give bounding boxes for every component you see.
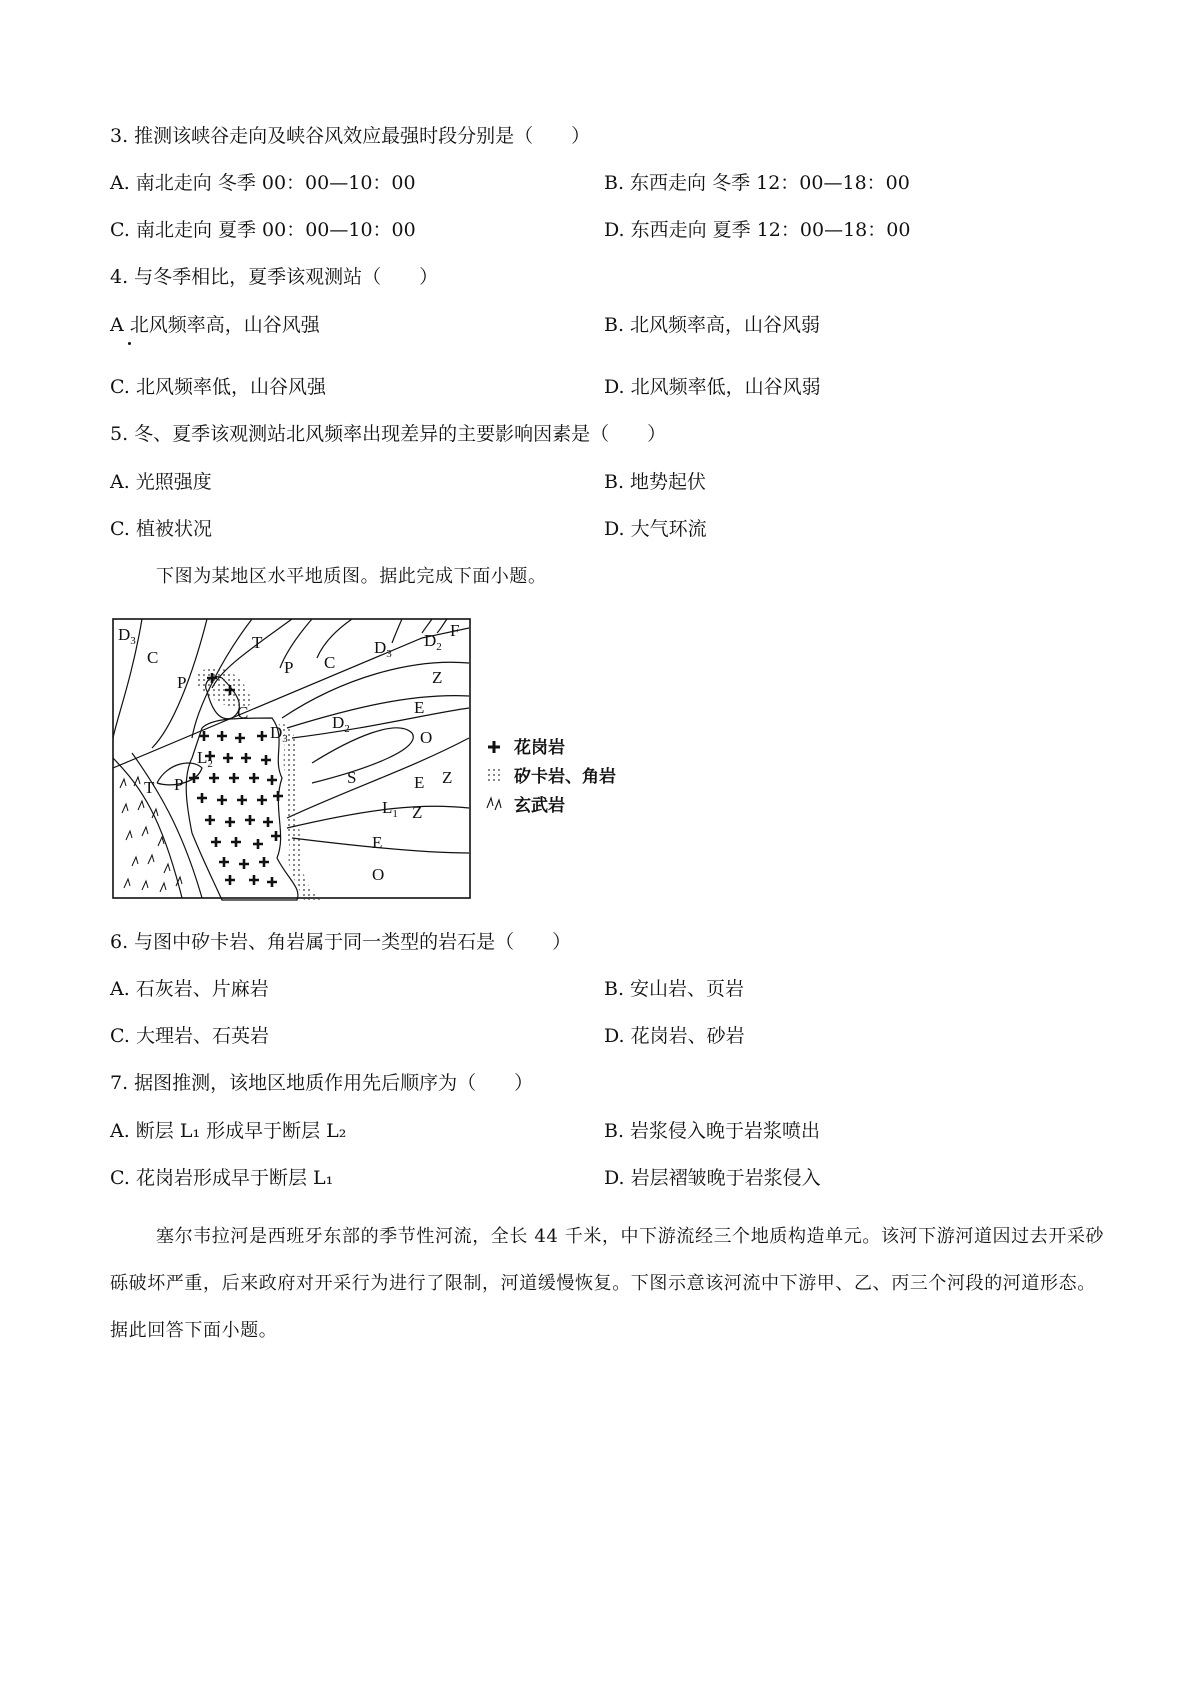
granite-cross xyxy=(211,837,221,847)
question-4-option-c: C. 北风频率低，山谷风强 xyxy=(110,376,326,398)
basalt-mark xyxy=(160,883,166,892)
stratum-label: E xyxy=(414,773,425,792)
question-7-stem: 7. 据图推测，该地区地质作用先后顺序为（ ） xyxy=(110,1072,534,1094)
stratum-label: C xyxy=(237,703,249,722)
basalt-mark xyxy=(142,827,148,836)
granite-cross xyxy=(225,875,235,885)
granite-cross xyxy=(259,857,269,867)
granite-cross xyxy=(241,753,251,763)
stratum-label: $D_3$ xyxy=(118,625,136,647)
granite-cross xyxy=(237,795,247,805)
stratum-label: P xyxy=(284,658,294,677)
basalt-mark xyxy=(142,881,148,890)
basalt-mark xyxy=(132,857,138,866)
granite-cross xyxy=(267,775,277,785)
stratum-label: $L_1$ xyxy=(382,798,398,820)
question-5-option-d: D. 大气环流 xyxy=(604,518,707,540)
skarn-legend-icon xyxy=(485,768,503,782)
basalt-mark xyxy=(124,879,130,888)
granite-cross xyxy=(273,791,283,801)
contact-zone xyxy=(277,723,322,900)
stratum-label: O xyxy=(372,865,385,884)
granite-cross xyxy=(263,817,273,827)
question-7-option-c: C. 花岗岩形成早于断层 L₁ xyxy=(110,1167,334,1189)
granite-cross xyxy=(217,731,227,741)
stratum-label: E xyxy=(414,698,425,717)
map-intro-text: 下图为某地区水平地质图。据此完成下面小题。 xyxy=(156,566,547,587)
question-3-option-a: A. 南北走向 冬季 00：00—10：00 xyxy=(110,172,416,194)
question-4-option-a: A 北风频率高，山谷风强 xyxy=(110,314,320,336)
legend-basalt: 玄武岩 xyxy=(514,796,565,816)
option-dot-mark xyxy=(128,342,131,345)
stratum-label: F xyxy=(450,621,460,640)
granite-body xyxy=(186,718,298,900)
granite-cross xyxy=(239,859,249,869)
map-legend xyxy=(485,737,616,816)
geological-map xyxy=(112,618,642,908)
question-3-option-c: C. 南北走向 夏季 00：00—10：00 xyxy=(110,219,416,241)
stratum-label: $D_3$ xyxy=(270,723,288,745)
question-5-stem: 5. 冬、夏季该观测站北风频率出现差异的主要影响因素是（ ） xyxy=(110,423,667,445)
question-5-option-a: A. 光照强度 xyxy=(110,471,212,493)
stratum-label: T xyxy=(144,778,155,797)
basalt-mark xyxy=(158,837,164,846)
question-7-option-d: D. 岩层褶皱晚于岩浆侵入 xyxy=(604,1167,821,1189)
question-7-option-a: A. 断层 L₁ 形成早于断层 L₂ xyxy=(110,1120,347,1142)
question-6-option-c: C. 大理岩、石英岩 xyxy=(110,1025,269,1047)
basalt-legend-icon xyxy=(487,798,501,810)
granite-cross xyxy=(223,753,233,763)
question-5-option-c: C. 植被状况 xyxy=(110,518,212,540)
granite-cross xyxy=(231,837,241,847)
granite-cross xyxy=(197,793,207,803)
stratum-label: P xyxy=(174,775,184,794)
stratum-label: P xyxy=(177,673,187,692)
question-4-stem: 4. 与冬季相比，夏季该观测站（ ） xyxy=(110,266,439,288)
granite-cross xyxy=(217,795,227,805)
granite-cross xyxy=(235,733,245,743)
granite-cross xyxy=(205,815,215,825)
basalt-mark xyxy=(164,864,170,873)
granite-cross xyxy=(229,773,239,783)
stratum-label: S xyxy=(347,768,357,787)
stratum-label: E xyxy=(372,833,383,852)
stratum-label: $D_2$ xyxy=(424,631,442,653)
legend-granite: 花岗岩 xyxy=(514,738,565,758)
granite-cross xyxy=(225,817,235,827)
stratum-label: Z xyxy=(412,803,423,822)
basalt-mark xyxy=(122,804,128,813)
stratum-label: C xyxy=(324,653,336,672)
question-5-option-b: B. 地势起伏 xyxy=(604,471,707,493)
granite-cross xyxy=(257,795,267,805)
stratum-label: C xyxy=(147,648,159,667)
question-3-option-d: D. 东西走向 夏季 12：00—18：00 xyxy=(604,219,911,241)
granite-cross xyxy=(267,877,277,887)
basalt-mark xyxy=(126,831,132,840)
question-6-option-d: D. 花岗岩、砂岩 xyxy=(604,1025,745,1047)
stratum-label: Z xyxy=(442,768,453,787)
question-4-option-b: B. 北风频率高，山谷风弱 xyxy=(604,314,821,336)
granite-cross xyxy=(253,839,263,849)
question-6-option-b: B. 安山岩、页岩 xyxy=(604,978,745,1000)
basalt-mark xyxy=(120,779,126,788)
granite-cross xyxy=(245,815,255,825)
granite-cross xyxy=(261,755,271,765)
stratum-label: Z xyxy=(432,668,443,687)
question-3-option-b: B. 东西走向 冬季 12：00—18：00 xyxy=(604,172,910,194)
stratum-label: O xyxy=(420,728,433,747)
river-intro-text: 塞尔韦拉河是西班牙东部的季节性河流，全长 44 千米，中下游流经三个地质构造单元。该河下游河道因过去开采砂砾破坏严重，后来政府对开采行为进行了限制，河道缓慢恢复。下图示意该河流中下游甲、乙、丙三个河段的河道形态。据此回答下面小题。 xyxy=(110,1226,1105,1341)
question-3-stem: 3. 推测该峡谷走向及峡谷风效应最强时段分别是（ ） xyxy=(110,125,591,147)
question-6-stem: 6. 与图中矽卡岩、角岩属于同一类型的岩石是（ ） xyxy=(110,931,572,953)
question-6-option-a: A. 石灰岩、片麻岩 xyxy=(110,978,269,1000)
basalt-mark xyxy=(138,801,144,810)
granite-cross xyxy=(249,875,259,885)
granite-legend-icon xyxy=(488,741,500,753)
granite-cross xyxy=(209,773,219,783)
basalt-mark xyxy=(134,777,140,786)
basalt-mark xyxy=(148,855,154,864)
granite-cross xyxy=(257,731,267,741)
granite-cross xyxy=(271,831,281,841)
question-4-option-d: D. 北风频率低，山谷风弱 xyxy=(604,376,821,398)
stratum-label: $D_2$ xyxy=(332,713,350,735)
legend-skarn-hornfels: 矽卡岩、角岩 xyxy=(514,767,616,787)
stratum-label: $L_2$ xyxy=(197,748,213,770)
granite-cross xyxy=(249,773,259,783)
question-7-option-b: B. 岩浆侵入晚于岩浆喷出 xyxy=(604,1120,821,1142)
stratum-label: $D_3$ xyxy=(374,638,392,660)
granite-cross xyxy=(219,857,229,867)
stratum-label: T xyxy=(252,633,263,652)
